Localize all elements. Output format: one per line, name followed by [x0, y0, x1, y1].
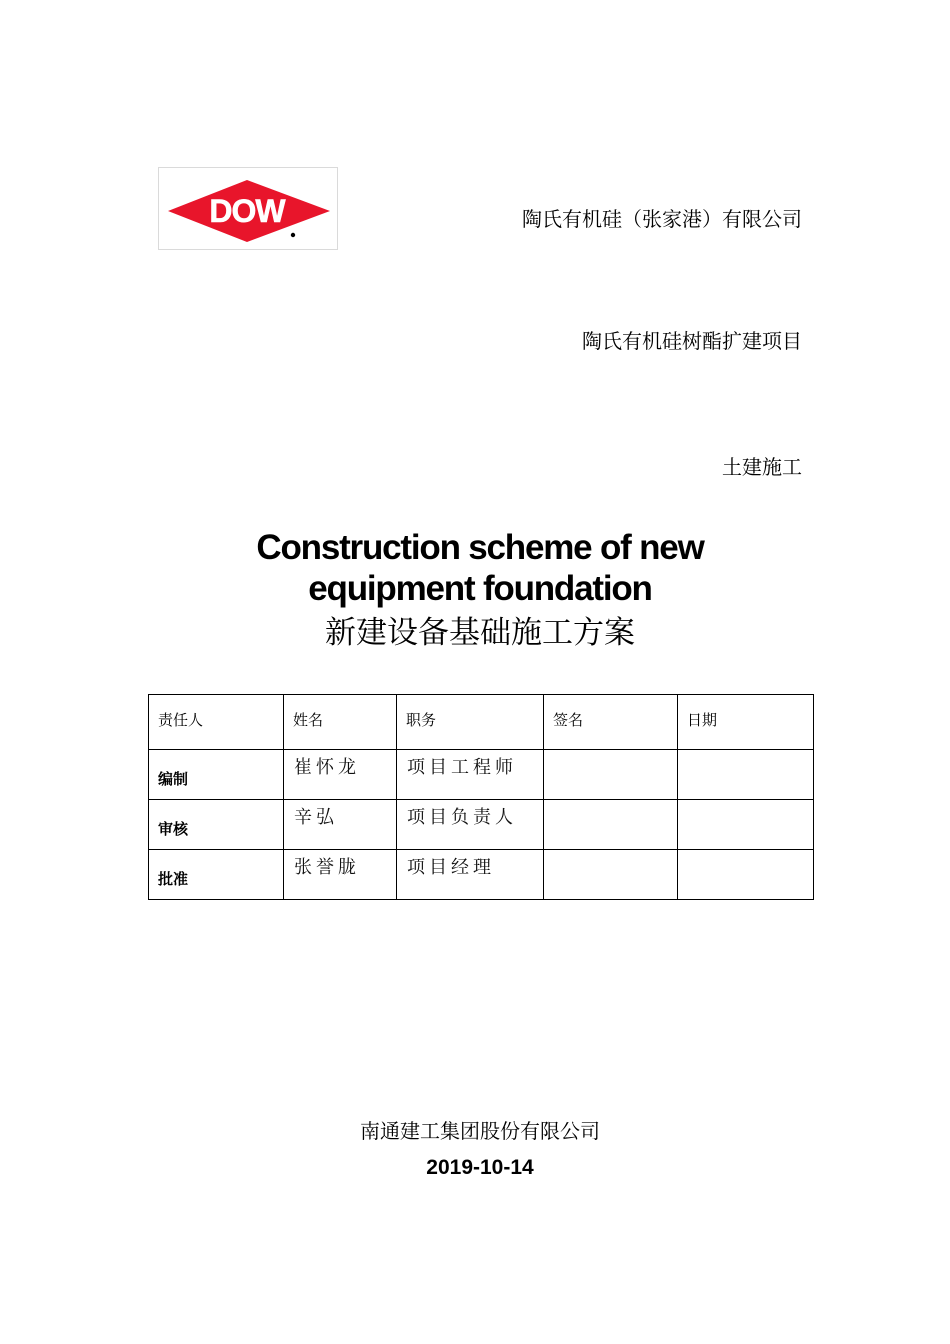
name-cell: 张誉胧 [284, 850, 397, 900]
table-row [149, 750, 814, 800]
date-cell [678, 750, 814, 800]
position-cell: 项目工程师 [397, 750, 544, 800]
signoff-table [148, 694, 814, 900]
signature-cell [544, 800, 678, 850]
table-row [149, 800, 814, 850]
table-row [149, 850, 814, 900]
date-cell [678, 850, 814, 900]
header-cell-name: 姓名 [284, 695, 397, 750]
signature-cell [544, 850, 678, 900]
name-cell: 辛弘 [284, 800, 397, 850]
title-chinese: 新建设备基础施工方案 [325, 615, 635, 651]
header-cell-signature: 签名 [544, 695, 678, 750]
contractor-name: 南通建工集团股份有限公司 [360, 1119, 600, 1143]
table-header-row [149, 695, 814, 750]
role-cell: 批准 [149, 850, 284, 900]
document-date: 2019-10-14 [426, 1156, 534, 1179]
name-cell: 崔怀龙 [284, 750, 397, 800]
role-cell: 审核 [149, 800, 284, 850]
date-cell [678, 800, 814, 850]
signature-cell [544, 750, 678, 800]
client-company-name: 陶氏有机硅（张家港）有限公司 [522, 207, 802, 231]
header-cell-position: 职务 [397, 695, 544, 750]
header-cell-responsible: 责任人 [149, 695, 284, 750]
role-cell: 编制 [149, 750, 284, 800]
dow-diamond-logo-icon [159, 168, 337, 249]
title-english-line-1: Construction scheme of new [256, 528, 704, 567]
dow-logo [158, 167, 338, 250]
position-cell: 项目负责人 [397, 800, 544, 850]
project-name: 陶氏有机硅树酯扩建项目 [582, 329, 802, 353]
position-cell: 项目经理 [397, 850, 544, 900]
discipline-label: 土建施工 [722, 455, 802, 479]
logo-wordmark: DOW [209, 193, 285, 229]
title-english-line-2: equipment foundation [308, 569, 652, 608]
header-cell-date: 日期 [678, 695, 814, 750]
